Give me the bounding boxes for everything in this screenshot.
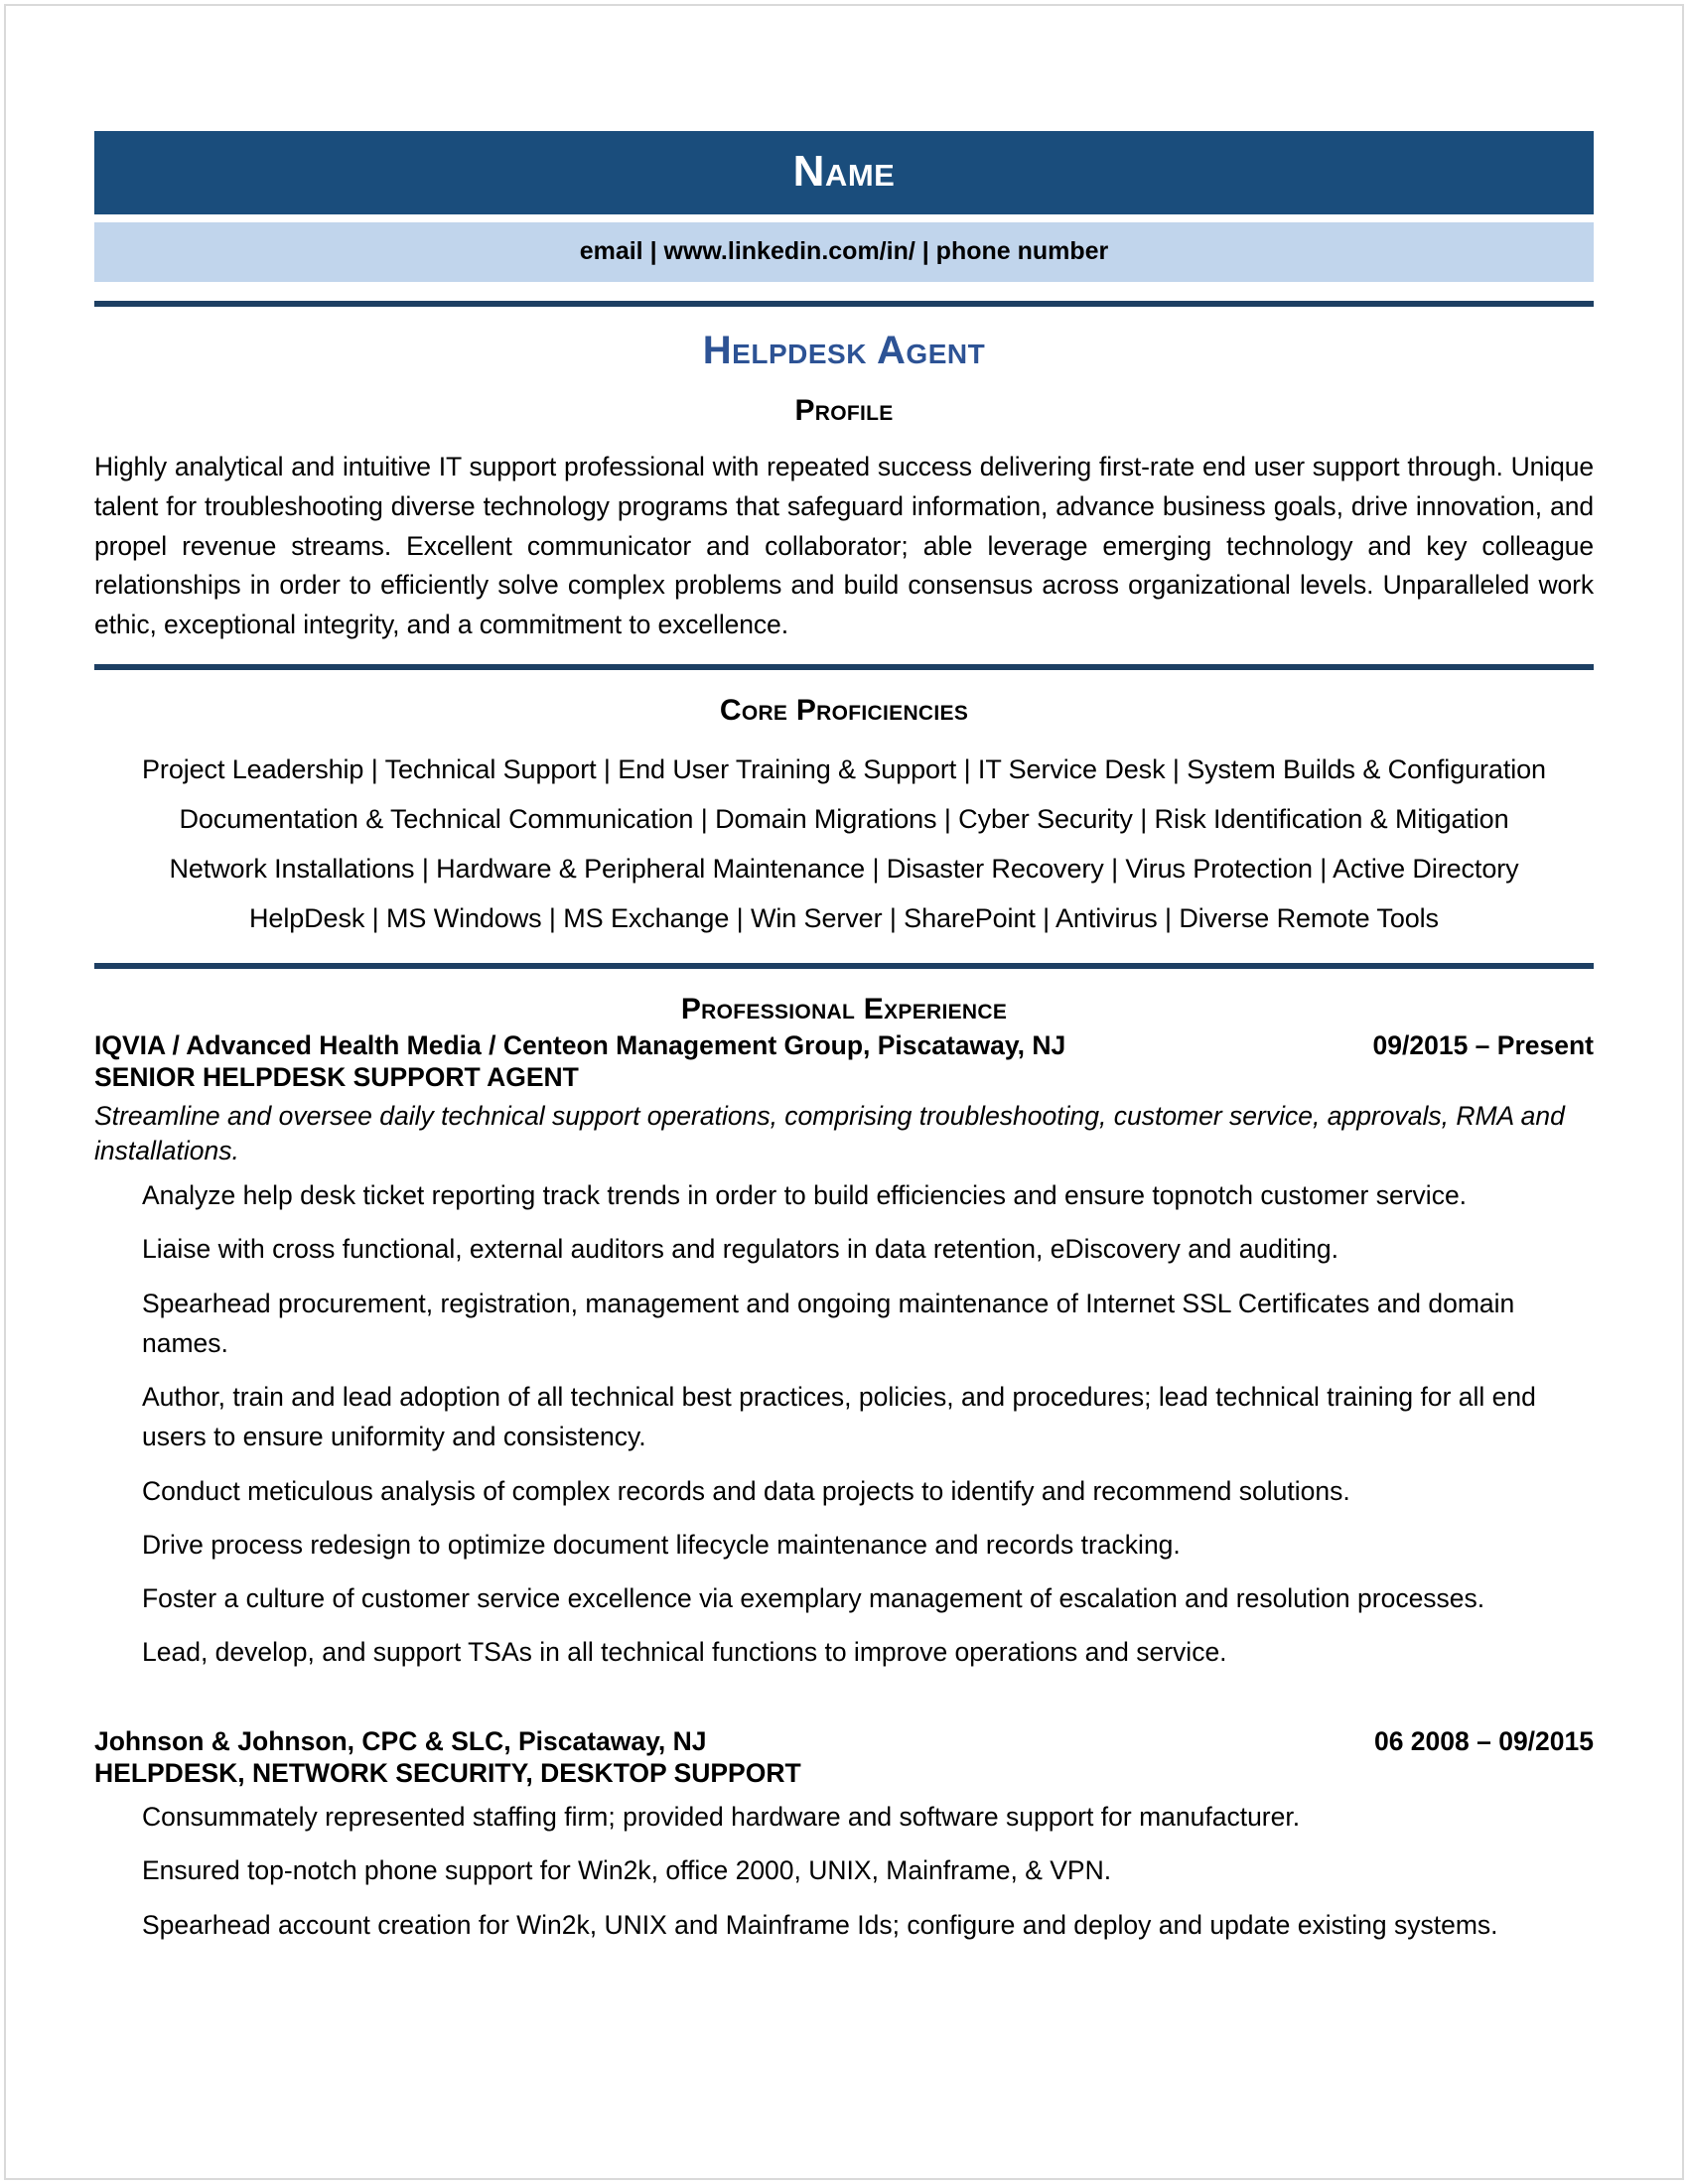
list-item: Conduct meticulous analysis of complex records and data projects to identify and recommend solutions. bbox=[142, 1475, 1350, 1506]
list-item: Spearhead account creation for Win2k, UNIX and Mainframe Ids; configure and deploy and update existing systems. bbox=[142, 1909, 1498, 1940]
divider-rule-professional-experience bbox=[94, 963, 1594, 969]
contact-line: email | www.linkedin.com/in/ | phone number bbox=[579, 237, 1109, 265]
list-item: Lead, develop, and support TSAs in all technical functions to improve operations and service. bbox=[142, 1637, 1227, 1668]
list-item: Drive process redesign to optimize document lifecycle maintenance and records tracking. bbox=[142, 1529, 1181, 1560]
list-item: Liaise with cross functional, external auditors and regulators in data retention, eDiscovery and auditing. bbox=[142, 1234, 1338, 1265]
experience-header-row bbox=[94, 1030, 1594, 1061]
experience-bullet-list bbox=[94, 1797, 1594, 1945]
list-item: Author, train and lead adoption of all technical best practices, policies, and procedures; lead technical training for all end users to ensure uniformity and consistency. bbox=[142, 1382, 1536, 1452]
section-heading-professional-experience: Professional Experience bbox=[680, 992, 1008, 1025]
contact-bar bbox=[94, 222, 1594, 282]
experience-dates: 09/2015 – Present bbox=[1372, 1029, 1594, 1060]
divider-rule-header bbox=[94, 301, 1594, 307]
experience-company: IQVIA / Advanced Health Media / Centeon Management Group, Piscataway, NJ bbox=[94, 1029, 1066, 1060]
profile-paragraph: Highly analytical and intuitive IT support professional with repeated success delivering first-rate end user support through. Unique talent for troubleshooting diverse technology programs that safeguard information, advance business goals, drive innovation, and propel revenue streams. Excellent communicator and collaborator; able leverage emerging technology and key colleague relationships in order to efficiently solve complex problems and build consensus across organizational levels. Unparalleled work ethic, exceptional integrity, and a commitment to excellence. bbox=[94, 452, 1594, 639]
core-proficiency-line: Project Leadership | Technical Support | End User Training & Support | IT Service Desk | System Builds & Configuration bbox=[142, 753, 1546, 784]
experience-role: HELPDESK, NETWORK SECURITY, DESKTOP SUPPORT bbox=[94, 1758, 801, 1789]
list-item: Foster a culture of customer service excellence via exemplary management of escalation and resolution processes. bbox=[142, 1583, 1485, 1614]
list-item: Consummately represented staffing firm; provided hardware and software support for manufacturer. bbox=[142, 1802, 1301, 1833]
core-proficiencies-list bbox=[94, 746, 1594, 944]
section-heading-core-proficiencies: Core Proficiencies bbox=[719, 693, 969, 727]
experience-role: SENIOR HELPDESK SUPPORT AGENT bbox=[94, 1062, 579, 1093]
experience-entry bbox=[94, 1726, 1594, 1945]
core-proficiency-line: Network Installations | Hardware & Peripheral Maintenance | Disaster Recovery | Virus Protection | Active Directory bbox=[169, 853, 1519, 884]
resume-content bbox=[94, 0, 1594, 1959]
experience-dates: 06 2008 – 09/2015 bbox=[1373, 1725, 1594, 1756]
experience-bullet-list bbox=[94, 1175, 1594, 1673]
core-proficiency-line: Documentation & Technical Communication | Domain Migrations | Cyber Security | Risk Identification & Mitigation bbox=[179, 803, 1509, 834]
section-heading-profile: Profile bbox=[794, 394, 894, 427]
experience-company: Johnson & Johnson, CPC & SLC, Piscataway, NJ bbox=[94, 1725, 707, 1756]
experience-gap bbox=[94, 1687, 1594, 1720]
list-item: Analyze help desk ticket reporting track trends in order to build efficiencies and ensure topnotch customer service. bbox=[142, 1180, 1468, 1211]
page-title: Helpdesk Agent bbox=[702, 329, 986, 372]
candidate-name: Name bbox=[792, 147, 896, 196]
list-item: Spearhead procurement, registration, management and ongoing maintenance of Internet SSL Certificates and domain names. bbox=[142, 1288, 1515, 1358]
core-proficiency-line: HelpDesk | MS Windows | MS Exchange | Win Server | SharePoint | Antivirus | Diverse Remote Tools bbox=[249, 902, 1439, 933]
experience-summary: Streamline and oversee daily technical support operations, comprising troubleshooting, customer service, approvals, RMA and installations. bbox=[94, 1101, 1565, 1165]
experience-entry bbox=[94, 1030, 1594, 1673]
experience-header-row bbox=[94, 1726, 1594, 1757]
candidate-name-bar bbox=[94, 131, 1594, 214]
list-item: Ensured top-notch phone support for Win2k, office 2000, UNIX, Mainframe, & VPN. bbox=[142, 1855, 1112, 1886]
divider-rule-core-proficiencies bbox=[94, 664, 1594, 670]
